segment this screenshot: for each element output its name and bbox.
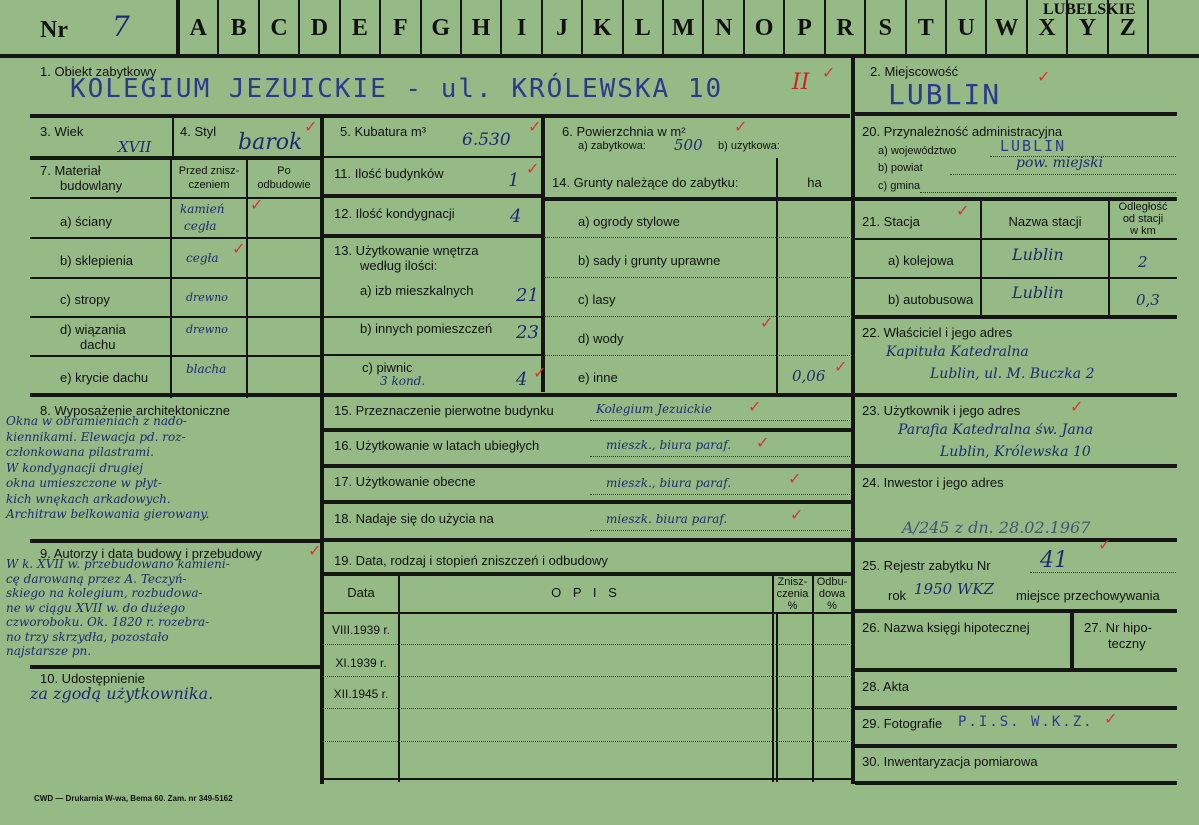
check-mark-icon: ✓ bbox=[528, 119, 542, 136]
f14-c-label: c) lasy bbox=[578, 292, 616, 307]
check-mark-icon: ✓ bbox=[790, 507, 804, 524]
f7-row-d-label-2: dachu bbox=[80, 337, 116, 352]
f2-value: LUBLIN bbox=[888, 78, 1002, 111]
dotted-line bbox=[544, 355, 852, 356]
card-bottom-rule bbox=[855, 781, 1177, 785]
f7-row-b-value1: cegła bbox=[186, 251, 219, 265]
letter-divider bbox=[1147, 0, 1149, 54]
f14-b-label: b) sady i grunty uprawne bbox=[578, 253, 721, 268]
rule bbox=[30, 277, 320, 279]
f14-label: 14. Grunty należące do zabytku: bbox=[552, 175, 739, 190]
f25-rok-value: 1950 WKZ bbox=[914, 580, 994, 598]
f19-date-2: XI.1939 r. bbox=[335, 656, 387, 670]
index-letter-a: A bbox=[189, 15, 207, 41]
row3-rule-left bbox=[30, 156, 322, 160]
f21-dist-header-2: od stacji bbox=[1122, 213, 1164, 225]
index-letter-d: D bbox=[310, 15, 329, 41]
f7-col2-header: Po bbox=[277, 165, 291, 177]
rule bbox=[322, 500, 852, 504]
header-bottom-rule bbox=[0, 54, 1199, 58]
f11-value: 1 bbox=[508, 170, 520, 191]
f7-col1-header-2: czeniem bbox=[188, 179, 230, 191]
f25-value: 41 bbox=[1040, 548, 1068, 573]
f19-col-zn: Znisz- bbox=[777, 576, 808, 588]
f27-label: 27. Nr hipo- bbox=[1084, 620, 1152, 635]
index-letter-i: I bbox=[516, 15, 527, 41]
f9-line: najstarsze pn. bbox=[6, 644, 92, 658]
check-mark-icon: ✓ bbox=[232, 241, 246, 258]
f4-label: 4. Styl bbox=[180, 124, 217, 139]
f19-col-od-2: dowa bbox=[818, 588, 846, 600]
f8-line: okna umieszczone w płyt- bbox=[6, 476, 162, 490]
index-letter-p: P bbox=[797, 15, 812, 41]
f22-label: 22. Właściciel i jego adres bbox=[862, 325, 1013, 340]
index-letter-x: X bbox=[1038, 15, 1056, 41]
index-letter-l: L bbox=[634, 15, 651, 41]
f20-a-label: a) województwo bbox=[878, 145, 957, 157]
rule bbox=[855, 706, 1177, 710]
rule bbox=[322, 234, 544, 238]
f30-label: 30. Inwentaryzacja pomiarowa bbox=[862, 754, 1038, 769]
f19-col-zn-pct: % bbox=[787, 600, 798, 612]
rule bbox=[322, 316, 542, 318]
rule bbox=[855, 393, 1177, 397]
f9-line: czworoboku. Ok. 1820 r. rozebra- bbox=[6, 615, 210, 629]
f21-a-dist: 2 bbox=[1138, 253, 1148, 271]
check-mark-icon: ✓ bbox=[748, 399, 762, 416]
index-letter-z: Z bbox=[1119, 15, 1136, 41]
f6-sub-a-value: 500 bbox=[674, 136, 703, 154]
dotted-line bbox=[544, 237, 852, 238]
dotted-line bbox=[590, 456, 850, 457]
f21-dist-header: Odległość bbox=[1118, 201, 1168, 213]
f9-line: W k. XVII w. przebudowano kamieni- bbox=[6, 557, 230, 571]
check-mark-icon: ✓ bbox=[756, 435, 770, 452]
f13-b-label: b) innych pomieszczeń bbox=[360, 321, 493, 336]
f14-d-label: d) wody bbox=[578, 331, 624, 346]
printer-footer: CWD — Drukarnia W-wa, Bema 60. Zam. nr 349-5162 bbox=[34, 794, 233, 803]
rule bbox=[322, 354, 542, 356]
region-stamp: LUBELSKIE bbox=[1043, 1, 1136, 18]
f21-b-dist: 0,3 bbox=[1136, 291, 1160, 309]
f11-label: 11. Ilość budynków bbox=[334, 166, 444, 181]
f21-label: 21. Stacja bbox=[862, 214, 920, 229]
f16-value: mieszk., biura paraf. bbox=[606, 438, 732, 452]
f20-b-label: b) powiat bbox=[878, 162, 923, 174]
check-mark-icon: ✓ bbox=[788, 471, 802, 488]
rule bbox=[322, 778, 852, 780]
f9-line: no trzy skrzydła, pozostało bbox=[6, 629, 169, 644]
f19-label: 19. Data, rodzaj i stopień zniszczeń i odbudowy bbox=[334, 553, 608, 568]
rule bbox=[322, 612, 852, 614]
f8-line: członkowana pilastrami. bbox=[6, 445, 154, 459]
f7-row-e-value1: blacha bbox=[186, 362, 227, 376]
rule bbox=[30, 665, 322, 669]
row1-right-rule bbox=[855, 112, 1177, 116]
f12-label: 12. Ilość kondygnacji bbox=[334, 206, 455, 221]
f19-date-1: VIII.1939 r. bbox=[331, 623, 391, 637]
f25-place: miejsce przechowywania bbox=[1016, 588, 1160, 603]
f19-col-od-pct: % bbox=[827, 600, 837, 612]
f21-dist-header-3: w km bbox=[1130, 225, 1156, 237]
index-letter-b: B bbox=[230, 15, 247, 41]
f25-rok-label: rok bbox=[888, 588, 907, 603]
f5-value: 6.530 bbox=[462, 130, 511, 150]
f7-row-d-value1: drewno bbox=[186, 323, 228, 336]
f19-col-zn-2: czenia bbox=[776, 588, 809, 600]
f16-label: 16. Użytkowanie w latach ubiegłych bbox=[334, 438, 540, 453]
check-mark-icon: ✓ bbox=[304, 119, 318, 136]
divider bbox=[1070, 612, 1074, 668]
index-letter-k: K bbox=[593, 15, 612, 41]
check-mark-icon: ✓ bbox=[956, 203, 970, 220]
index-letter-c: C bbox=[270, 15, 288, 41]
f7-row-a-value1: kamień bbox=[180, 202, 225, 216]
f7-row-e-label: e) krycie dachu bbox=[60, 370, 149, 385]
dotted-line bbox=[544, 277, 852, 278]
divider bbox=[776, 158, 778, 394]
f22-line1: Kapituła Katedralna bbox=[886, 344, 1029, 360]
rule bbox=[855, 609, 1177, 613]
f8-line: kich wnękach arkadowych. bbox=[6, 491, 171, 506]
rule bbox=[855, 668, 1177, 672]
f20-c-label: c) gmina bbox=[878, 180, 921, 192]
f2-label: 2. Miejscowość bbox=[870, 64, 959, 79]
check-mark-icon: ✓ bbox=[734, 119, 748, 136]
f4-value: barok bbox=[238, 130, 303, 155]
f26-label: 26. Nazwa księgi hipotecznej bbox=[862, 620, 1030, 635]
index-letter-f: F bbox=[392, 15, 408, 41]
dotted-line bbox=[590, 420, 850, 421]
dotted-line bbox=[950, 174, 1176, 175]
divider bbox=[398, 574, 400, 782]
dotted-line bbox=[544, 316, 852, 317]
f8-line: Architraw belkowania gierowany. bbox=[6, 507, 210, 521]
f8-line: Okna w obramieniach z nado- bbox=[6, 414, 187, 428]
f1-mark: II bbox=[792, 70, 810, 95]
f13-c-note: 3 kond. bbox=[380, 374, 426, 388]
index-letter-w: W bbox=[994, 15, 1019, 41]
f1-label: 1. Obiekt zabytkowy bbox=[40, 64, 157, 79]
f7-row-c-label: c) stropy bbox=[60, 292, 110, 307]
check-mark-icon: ✓ bbox=[250, 197, 264, 214]
index-letter-m: M bbox=[671, 15, 695, 41]
f13-a-label: a) izb mieszkalnych bbox=[360, 283, 474, 298]
f20-b-value: pow. miejski bbox=[1016, 155, 1104, 171]
nr-label: Nr bbox=[40, 17, 68, 43]
index-letter-g: G bbox=[431, 15, 451, 41]
f7-row-d-label: d) wiązania bbox=[60, 322, 126, 337]
f7-row-a-label: a) ściany bbox=[60, 214, 113, 229]
f8-label: 8. Wyposażenie architektoniczne bbox=[40, 403, 230, 418]
right-column-divider bbox=[851, 56, 855, 784]
f21-a-label: a) kolejowa bbox=[888, 253, 954, 268]
dotted-line bbox=[322, 644, 852, 645]
rule bbox=[544, 197, 852, 201]
divider bbox=[172, 118, 174, 156]
f21-b-name: Lublin bbox=[1012, 283, 1064, 302]
f7-label: 7. Materiał bbox=[40, 163, 101, 178]
rule bbox=[30, 316, 320, 318]
f27-label-2: teczny bbox=[1108, 636, 1146, 651]
check-mark-icon: ✓ bbox=[822, 65, 836, 82]
f19-col-od: Odbu- bbox=[816, 576, 848, 588]
f10-value: za zgodą użytkownika. bbox=[30, 684, 214, 703]
index-letter-j: J bbox=[555, 15, 568, 41]
index-letter-n: N bbox=[714, 15, 733, 41]
f17-label: 17. Użytkowanie obecne bbox=[334, 474, 476, 489]
divider bbox=[776, 612, 778, 782]
rule bbox=[855, 538, 1177, 542]
f15-value: Kolegium Jezuickie bbox=[596, 402, 712, 416]
check-mark-icon: ✓ bbox=[834, 359, 848, 376]
check-mark-icon: ✓ bbox=[526, 161, 540, 178]
f7-row-c-value1: drewno bbox=[186, 291, 228, 304]
f8-text bbox=[6, 414, 320, 523]
rule bbox=[30, 355, 320, 357]
f25-label: 25. Rejestr zabytku Nr bbox=[862, 558, 991, 573]
f23-line2: Lublin, Królewska 10 bbox=[940, 444, 1091, 460]
rule bbox=[855, 238, 1177, 240]
f7-header-rule bbox=[30, 197, 320, 199]
rule bbox=[855, 315, 1177, 319]
index-letter-s: S bbox=[878, 15, 892, 41]
f8-line: kiennikami. Elewacja pd. roz- bbox=[6, 429, 186, 444]
f13-label: 13. Użytkowanie wnętrza bbox=[334, 243, 479, 258]
f13-c-label: c) piwnic bbox=[362, 360, 413, 375]
f7-col2-header-2: odbudowie bbox=[257, 179, 311, 191]
f24-label: 24. Inwestor i jego adres bbox=[862, 475, 1004, 490]
index-letter-r: R bbox=[836, 15, 854, 41]
index-letter-y: Y bbox=[1078, 15, 1097, 41]
f20-a-value: LUBLIN bbox=[1000, 137, 1067, 155]
f17-value: mieszk., biura paraf. bbox=[606, 476, 732, 490]
check-mark-icon: ✓ bbox=[1098, 537, 1112, 554]
f3-value: XVII bbox=[118, 138, 152, 156]
row1-bottom-rule bbox=[30, 114, 850, 118]
f9-line: cę darowaną przez A. Teczyń- bbox=[6, 571, 187, 586]
f15-label: 15. Przeznaczenie pierwotne budynku bbox=[334, 403, 554, 418]
rule bbox=[322, 538, 852, 542]
rule bbox=[30, 539, 322, 543]
f29-value: P.I.S. W.K.Z. bbox=[958, 714, 1094, 730]
row7-bottom-rule bbox=[30, 393, 852, 397]
f9-line: skiego na kolegium, rozbudowa- bbox=[6, 586, 203, 600]
f28-label: 28. Akta bbox=[862, 679, 909, 694]
f13-b-value: 23 bbox=[516, 322, 539, 343]
index-letter-h: H bbox=[471, 15, 491, 41]
index-letter-t: T bbox=[917, 15, 934, 41]
rule bbox=[855, 277, 1177, 279]
f21-a-name: Lublin bbox=[1012, 245, 1064, 264]
f19-col-opis: O P I S bbox=[551, 585, 621, 600]
f18-value: mieszk. biura paraf. bbox=[606, 512, 728, 526]
f6-sub-a: a) zabytkowa: bbox=[578, 140, 646, 152]
f13-label-2: według ilości: bbox=[360, 258, 438, 273]
f9-text bbox=[6, 557, 322, 659]
f19-col-date: Data bbox=[347, 585, 375, 600]
f23-line1: Parafia Katedralna św. Jana bbox=[898, 422, 1094, 438]
f21-b-label: b) autobusowa bbox=[888, 292, 974, 307]
check-mark-icon: ✓ bbox=[1037, 69, 1051, 86]
rule bbox=[30, 237, 320, 239]
f1-value: KOLEGIUM JEZUICKIE - ul. KRÓLEWSKA 10 bbox=[70, 74, 724, 104]
f7-col1-header: Przed znisz- bbox=[178, 165, 240, 177]
rule bbox=[322, 194, 544, 198]
check-mark-icon: ✓ bbox=[308, 543, 322, 560]
f6-label: 6. Powierzchnia w m² bbox=[562, 124, 686, 139]
check-mark-icon: ✓ bbox=[1104, 711, 1118, 728]
column-divider-2 bbox=[541, 118, 545, 392]
dotted-line bbox=[1030, 572, 1176, 573]
f12-value: 4 bbox=[510, 206, 522, 227]
f14-unit: ha bbox=[807, 175, 822, 190]
f14-a-label: a) ogrody stylowe bbox=[578, 214, 680, 229]
f19-date-3: XII.1945 r. bbox=[333, 687, 389, 701]
dotted-line bbox=[322, 741, 852, 742]
f21-name-header: Nazwa stacji bbox=[1008, 214, 1082, 229]
column-divider-1 bbox=[320, 118, 324, 784]
f7-label-2: budowlany bbox=[60, 178, 123, 193]
f29-label: 29. Fotografie bbox=[862, 716, 943, 731]
dotted-line bbox=[590, 530, 850, 531]
rule bbox=[855, 744, 1177, 748]
f13-c-value: 4 bbox=[516, 369, 528, 390]
dotted-line bbox=[322, 676, 852, 677]
dotted-line bbox=[590, 494, 850, 495]
f8-line: W kondygnacji drugiej bbox=[6, 460, 143, 475]
f6-sub-b: b) użytkowa: bbox=[718, 140, 780, 152]
index-letter-u: U bbox=[957, 15, 975, 41]
check-mark-icon: ✓ bbox=[1070, 399, 1084, 416]
row3-rule-mid bbox=[322, 156, 542, 158]
f3-label: 3. Wiek bbox=[40, 124, 84, 139]
f18-label: 18. Nadaje się do użycia na bbox=[334, 511, 494, 526]
nr-value: 7 bbox=[112, 10, 130, 43]
index-letter-e: E bbox=[351, 15, 368, 41]
f9-label: 9. Autorzy i data budowy i przebudowy bbox=[40, 546, 262, 561]
f7-row-b-label: b) sklepienia bbox=[60, 253, 133, 268]
f13-a-value: 21 bbox=[516, 285, 539, 306]
f23-label: 23. Użytkownik i jego adres bbox=[862, 403, 1021, 418]
check-mark-icon: ✓ bbox=[533, 365, 547, 382]
f24-note: A/245 z dn. 28.02.1967 bbox=[902, 518, 1091, 537]
rule bbox=[322, 428, 852, 432]
f14-e-value: 0,06 bbox=[792, 367, 826, 385]
check-mark-icon: ✓ bbox=[760, 315, 774, 332]
rule bbox=[855, 464, 1177, 468]
f5-label: 5. Kubatura m³ bbox=[340, 124, 426, 139]
f10-label: 10. Udostępnienie bbox=[40, 671, 145, 686]
dotted-line bbox=[322, 708, 852, 709]
f9-line: ne w ciągu XVII w. do dużego bbox=[6, 600, 186, 615]
f22-line2: Lublin, ul. M. Buczka 2 bbox=[930, 366, 1095, 382]
rule bbox=[322, 464, 852, 468]
index-letter-o: O bbox=[754, 15, 774, 41]
dotted-line bbox=[920, 192, 1176, 193]
f14-e-label: e) inne bbox=[578, 370, 618, 385]
f7-row-a-value2: cegła bbox=[184, 219, 217, 233]
f20-label: 20. Przynależność administracyjna bbox=[862, 124, 1063, 139]
